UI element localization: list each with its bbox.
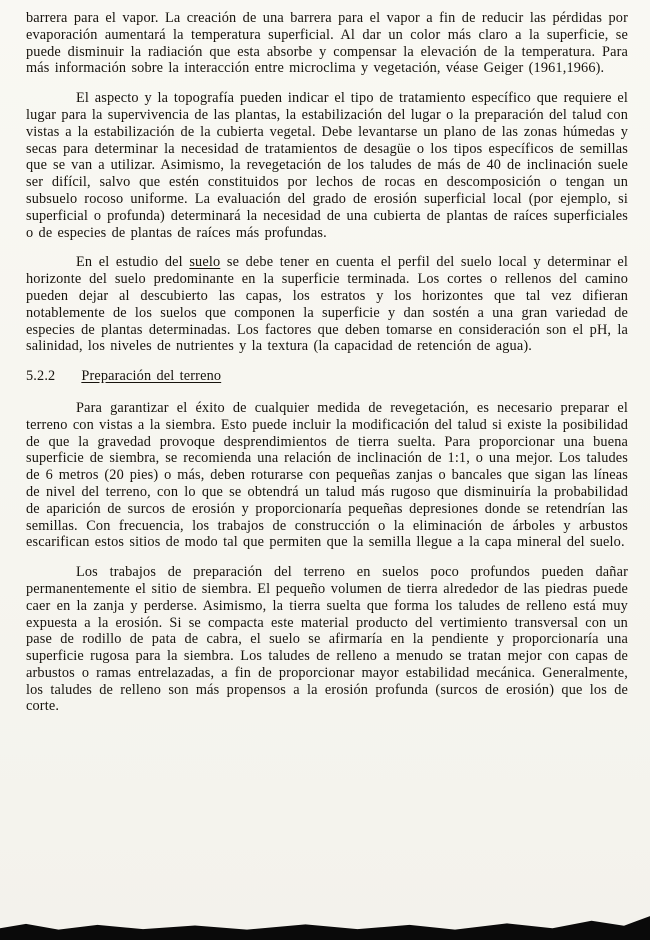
section-title: Preparación del terreno: [81, 368, 222, 385]
underlined-word-suelo: suelo: [189, 254, 221, 271]
paragraph-vapor-barrier: barrera para el vapor. La creación de una barrera para el vapor a fin de reducir las pérdidas por evaporación aumentará la temperatura superficial. Al dar un color más claro a la superficie, se puede disminuir la radiación que esta absorbe y compensar la elevación de la temperatura. Para más información sobre la interacción entre microclima y vegetación, véase Geiger (1961,1966).: [26, 10, 628, 77]
section-heading: [26, 368, 628, 385]
scan-edge-artifact: [0, 914, 650, 940]
paragraph-terrain-preparation: Para garantizar el éxito de cualquier medida de revegetación, es necesario preparar el terreno con vistas a la siembra. Esto puede incluir la modificación del talud si existe la posibilidad de que la gravedad provoque desprendimientos de tierra suelta. Para proporcionar una buena superficie de siembra, se recomienda una relación de inclinación de 1:1, o una mejor. Los taludes de 6 metros (20 pies) o más, deben roturarse con pequeñas zanjas o bancales que sigan las líneas de nivel del terreno, con lo que se obtendrá un talud más rugoso que disminuiría la probabilidad de aparición de surcos de erosión y proporcionaría pequeñas depresiones donde se retendrían las semillas. Con frecuencia, los trabajos de construcción o la eliminación de árboles y arbustos escarifican estos sitios de modo tal que permiten que la semilla llegue a la capa mineral del suelo.: [26, 399, 628, 551]
paragraph-shallow-soils: Los trabajos de preparación del terreno en suelos poco profundos pueden dañar permanentemente el sitio de siembra. El pequeño volumen de tierra alrededor de las piedras puede caer en la zanja y perderse. Asimismo, la tierra suelta que forma los taludes de relleno está muy expuesta a la erosión. Si se compacta este material producto del vertimiento transversal con un pase de rodillo de pata de cabra, el suelo se afirmaría en la pendiente y proporcionaría una superficie rugosa para la siembra. Los taludes de relleno a menudo se tratan mejor con capas de arbustos o ramas entrelazadas, a fin de proporcionar mayor estabilidad mecánica. Generalmente, los taludes de relleno son más propensos a la erosión profunda (surcos de erosión) que los de corte.: [26, 564, 628, 715]
paragraph-soil-study-before: En el estudio del: [76, 254, 190, 271]
section-number: 5.2.2: [26, 368, 56, 385]
paragraph-soil-study-after: se debe tener en cuenta el perfil del suelo local y determinar el horizonte del suelo predominante en la superficie terminada. Los cortes o rellenos del camino pueden dejar al descubierto las capas, los estratos y los horizontes que tal vez difieran notablemente de los suelos que componen la superficie y dan sostén a una gran variedad de especies de plantas determinadas. Los factores que deben tomarse en consideración son el pH, la salinidad, los niveles de nutrientes y la textura (la capacidad de retención de agua).: [26, 254, 628, 355]
paragraph-soil-study: [26, 254, 628, 355]
paragraph-aspect-topography: El aspecto y la topografía pueden indicar el tipo de tratamiento específico que requiere el lugar para la supervivencia de las plantas, la estabilización del lugar o la preparación del talud con vistas a la estabilización de la cubierta vegetal. Debe levantarse un plano de las zonas húmedas y secas para determinar la necesidad de tratamientos de desagüe o los tipos específicos de semillas que se van a utilizar. Asimismo, la revegetación de los taludes de más de 40 de inclinación suele ser difícil, salvo que estén constituidos por lechos de rocas en descomposición o tengan un subsuelo rocoso uniforme. La evaluación del grado de erosión superficial local (por ejemplo, si superficial o profunda) determinará la necesidad de una cubierta de plantas de raíces superficiales o de especies de plantas de raíces más profundas.: [26, 90, 628, 241]
